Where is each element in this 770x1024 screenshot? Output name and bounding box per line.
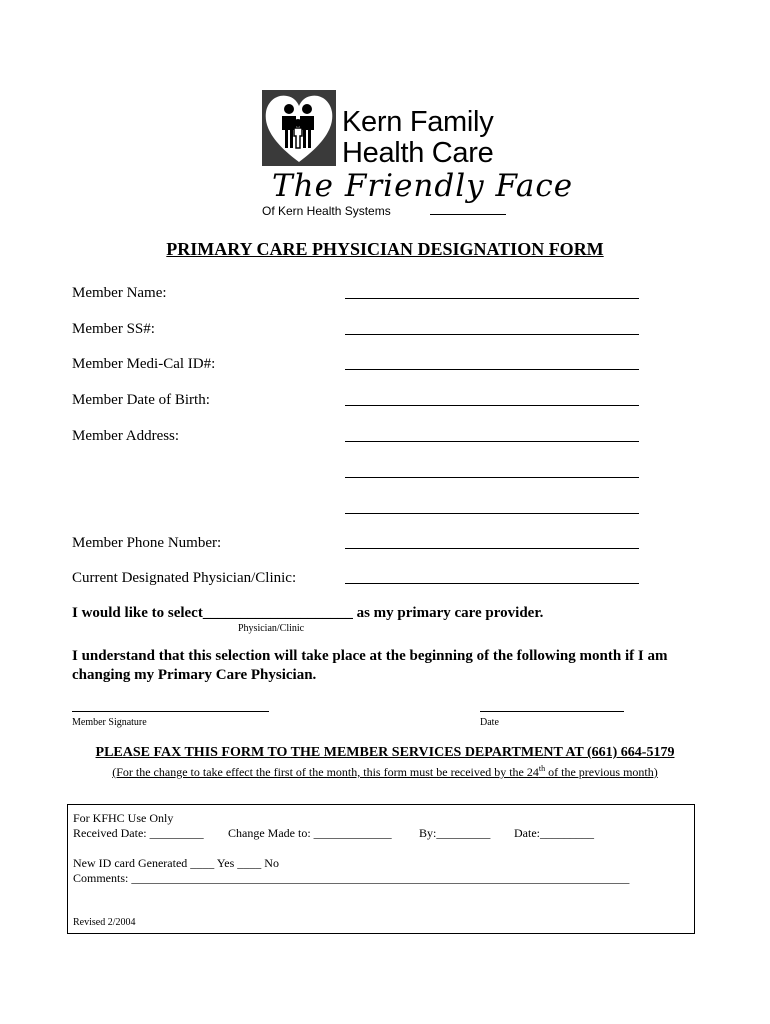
revised-date: Revised 2/2004 xyxy=(73,917,136,928)
current-physician-line[interactable] xyxy=(345,583,639,584)
comments-field[interactable]: Comments: ___________________________________________________________________________________ xyxy=(73,871,630,885)
by-field[interactable]: By:_________ xyxy=(419,826,491,840)
fax-deadline-note: (For the change to take effect the first of the month, this form must be received by the 24th of the previous month) xyxy=(112,764,658,779)
date-field[interactable]: Date:_________ xyxy=(514,826,594,840)
selection-caption: Physician/Clinic xyxy=(238,623,305,634)
fax-notice: PLEASE FAX THIS FORM TO THE MEMBER SERVICES DEPARTMENT AT (661) 664-5179 xyxy=(95,745,675,760)
office-use-box xyxy=(67,804,695,934)
understand-statement-line2: changing my Primary Care Physician. xyxy=(72,667,317,683)
form-title: PRIMARY CARE PHYSICIAN DESIGNATION FORM xyxy=(166,239,604,259)
member-dob-label: Member Date of Birth: xyxy=(72,392,210,408)
heart-family-icon xyxy=(262,90,336,166)
logo-subtitle: Of Kern Health Systems xyxy=(262,204,391,218)
member-ss-line[interactable] xyxy=(345,334,639,335)
received-date-field[interactable]: Received Date: _________ xyxy=(73,826,204,840)
office-use-heading: For KFHC Use Only xyxy=(73,811,174,825)
member-address-label: Member Address: xyxy=(72,428,180,444)
logo-tagline: The Friendly Face xyxy=(272,168,574,204)
logo-text-line1: Kern Family xyxy=(342,106,494,138)
selection-blank[interactable]: ____________________ xyxy=(202,605,353,621)
member-ss-label: Member SS#: xyxy=(72,321,155,337)
selection-suffix: as my primary care provider. xyxy=(352,605,544,621)
member-address-line-2[interactable] xyxy=(345,477,639,478)
member-address-line-1[interactable] xyxy=(345,441,639,442)
signature-line[interactable] xyxy=(72,711,269,712)
member-phone-line[interactable] xyxy=(345,548,639,549)
logo-text-line2: Health Care xyxy=(342,137,494,169)
member-medical-id-line[interactable] xyxy=(345,369,639,370)
kfhc-logo xyxy=(262,90,574,220)
date-label: Date xyxy=(480,717,499,728)
current-physician-label: Current Designated Physician/Clinic: xyxy=(72,570,297,586)
change-made-field[interactable]: Change Made to: _____________ xyxy=(228,826,392,840)
member-name-label: Member Name: xyxy=(72,285,167,301)
member-address-line-3[interactable] xyxy=(345,513,639,514)
member-medical-id-label: Member Medi-Cal ID#: xyxy=(72,356,216,372)
new-id-card-field[interactable]: New ID card Generated ____ Yes ____ No xyxy=(73,856,279,870)
logo-divider xyxy=(430,214,506,215)
selection-prefix: I would like to select xyxy=(72,605,203,621)
date-line[interactable] xyxy=(480,711,624,712)
member-name-line[interactable] xyxy=(345,298,639,299)
member-phone-label: Member Phone Number: xyxy=(72,535,222,551)
signature-label: Member Signature xyxy=(72,717,147,728)
understand-statement-line1: I understand that this selection will take place at the beginning of the following month if I am xyxy=(72,648,668,664)
selection-statement xyxy=(72,604,543,622)
member-dob-line[interactable] xyxy=(345,405,639,406)
